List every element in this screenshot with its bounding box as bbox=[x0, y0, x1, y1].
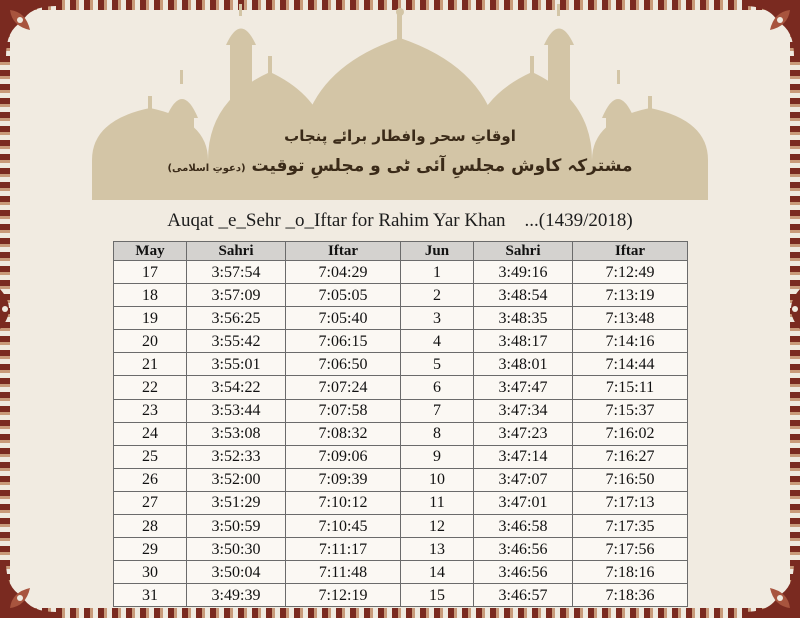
table-row bbox=[114, 261, 688, 284]
corner-ornament-icon bbox=[744, 562, 800, 618]
jun-day-cell: 9 bbox=[401, 445, 474, 468]
header-sahri-may: Sahri bbox=[187, 242, 286, 261]
table-row bbox=[114, 422, 688, 445]
may-iftar-cell: 7:08:32 bbox=[286, 422, 401, 445]
may-day-cell: 28 bbox=[114, 515, 187, 538]
table-row bbox=[114, 307, 688, 330]
jun-day-cell: 14 bbox=[401, 561, 474, 584]
table-header-row bbox=[114, 242, 688, 261]
may-iftar-cell: 7:10:12 bbox=[286, 491, 401, 514]
jun-iftar-cell: 7:18:16 bbox=[573, 561, 688, 584]
may-day-cell: 17 bbox=[114, 261, 187, 284]
urdu-subheading bbox=[0, 155, 800, 176]
jun-day-cell: 6 bbox=[401, 376, 474, 399]
jun-day-cell: 7 bbox=[401, 399, 474, 422]
table-row bbox=[114, 330, 688, 353]
may-iftar-cell: 7:07:24 bbox=[286, 376, 401, 399]
may-day-cell: 29 bbox=[114, 538, 187, 561]
jun-iftar-cell: 7:17:56 bbox=[573, 538, 688, 561]
table-row bbox=[114, 376, 688, 399]
jun-sahri-cell: 3:47:47 bbox=[474, 376, 573, 399]
may-sahri-cell: 3:57:09 bbox=[187, 284, 286, 307]
may-sahri-cell: 3:51:29 bbox=[187, 491, 286, 514]
table-row bbox=[114, 468, 688, 491]
may-day-cell: 23 bbox=[114, 399, 187, 422]
table-row bbox=[114, 491, 688, 514]
may-iftar-cell: 7:05:40 bbox=[286, 307, 401, 330]
may-iftar-cell: 7:11:17 bbox=[286, 538, 401, 561]
jun-sahri-cell: 3:48:01 bbox=[474, 353, 573, 376]
table-row bbox=[114, 584, 688, 607]
jun-iftar-cell: 7:17:13 bbox=[573, 491, 688, 514]
may-iftar-cell: 7:09:06 bbox=[286, 445, 401, 468]
may-iftar-cell: 7:07:58 bbox=[286, 399, 401, 422]
jun-iftar-cell: 7:15:11 bbox=[573, 376, 688, 399]
may-sahri-cell: 3:52:33 bbox=[187, 445, 286, 468]
table-row bbox=[114, 284, 688, 307]
table-row bbox=[114, 445, 688, 468]
may-iftar-cell: 7:06:15 bbox=[286, 330, 401, 353]
may-sahri-cell: 3:50:04 bbox=[187, 561, 286, 584]
jun-day-cell: 11 bbox=[401, 491, 474, 514]
may-iftar-cell: 7:10:45 bbox=[286, 515, 401, 538]
header-sahri-jun: Sahri bbox=[474, 242, 573, 261]
urdu-subheading-text: مشترکہ کاوش مجلسِ آئی ٹی و مجلسِ توقیت bbox=[251, 156, 633, 176]
may-iftar-cell: 7:04:29 bbox=[286, 261, 401, 284]
may-day-cell: 30 bbox=[114, 561, 187, 584]
may-iftar-cell: 7:05:05 bbox=[286, 284, 401, 307]
may-day-cell: 18 bbox=[114, 284, 187, 307]
jun-day-cell: 2 bbox=[401, 284, 474, 307]
jun-iftar-cell: 7:16:02 bbox=[573, 422, 688, 445]
jun-sahri-cell: 3:46:56 bbox=[474, 561, 573, 584]
header-jun: Jun bbox=[401, 242, 474, 261]
jun-iftar-cell: 7:14:44 bbox=[573, 353, 688, 376]
table-row bbox=[114, 353, 688, 376]
may-day-cell: 27 bbox=[114, 491, 187, 514]
may-day-cell: 25 bbox=[114, 445, 187, 468]
urdu-heading: اوقاتِ سحر وافطار برائے پنجاب bbox=[284, 127, 516, 145]
may-sahri-cell: 3:50:59 bbox=[187, 515, 286, 538]
may-day-cell: 19 bbox=[114, 307, 187, 330]
jun-day-cell: 5 bbox=[401, 353, 474, 376]
jun-iftar-cell: 7:12:49 bbox=[573, 261, 688, 284]
may-iftar-cell: 7:12:19 bbox=[286, 584, 401, 607]
side-ornament-icon bbox=[0, 289, 18, 329]
may-day-cell: 31 bbox=[114, 584, 187, 607]
jun-iftar-cell: 7:14:16 bbox=[573, 330, 688, 353]
jun-day-cell: 12 bbox=[401, 515, 474, 538]
corner-ornament-icon bbox=[0, 562, 56, 618]
may-sahri-cell: 3:50:30 bbox=[187, 538, 286, 561]
may-sahri-cell: 3:56:25 bbox=[187, 307, 286, 330]
jun-iftar-cell: 7:16:50 bbox=[573, 468, 688, 491]
may-sahri-cell: 3:55:01 bbox=[187, 353, 286, 376]
may-sahri-cell: 3:49:39 bbox=[187, 584, 286, 607]
may-day-cell: 24 bbox=[114, 422, 187, 445]
jun-day-cell: 3 bbox=[401, 307, 474, 330]
table-row bbox=[114, 538, 688, 561]
jun-day-cell: 8 bbox=[401, 422, 474, 445]
may-day-cell: 26 bbox=[114, 468, 187, 491]
header-iftar-jun: Iftar bbox=[573, 242, 688, 261]
may-iftar-cell: 7:11:48 bbox=[286, 561, 401, 584]
decorative-border-bottom bbox=[0, 608, 800, 618]
jun-iftar-cell: 7:15:37 bbox=[573, 399, 688, 422]
jun-sahri-cell: 3:48:17 bbox=[474, 330, 573, 353]
urdu-organization: (دعوتِ اسلامی) bbox=[167, 163, 246, 174]
may-day-cell: 21 bbox=[114, 353, 187, 376]
may-sahri-cell: 3:53:08 bbox=[187, 422, 286, 445]
page-title: Auqat _e_Sehr _o_Iftar for Rahim Yar Khan ...(1439/2018) bbox=[167, 210, 633, 231]
jun-sahri-cell: 3:48:35 bbox=[474, 307, 573, 330]
may-iftar-cell: 7:09:39 bbox=[286, 468, 401, 491]
may-sahri-cell: 3:53:44 bbox=[187, 399, 286, 422]
jun-day-cell: 15 bbox=[401, 584, 474, 607]
jun-day-cell: 10 bbox=[401, 468, 474, 491]
jun-sahri-cell: 3:49:16 bbox=[474, 261, 573, 284]
may-day-cell: 20 bbox=[114, 330, 187, 353]
may-sahri-cell: 3:52:00 bbox=[187, 468, 286, 491]
jun-iftar-cell: 7:13:48 bbox=[573, 307, 688, 330]
jun-iftar-cell: 7:18:36 bbox=[573, 584, 688, 607]
jun-sahri-cell: 3:46:57 bbox=[474, 584, 573, 607]
side-ornament-icon bbox=[782, 289, 800, 329]
may-sahri-cell: 3:55:42 bbox=[187, 330, 286, 353]
may-sahri-cell: 3:54:22 bbox=[187, 376, 286, 399]
may-day-cell: 22 bbox=[114, 376, 187, 399]
jun-sahri-cell: 3:46:56 bbox=[474, 538, 573, 561]
jun-sahri-cell: 3:47:14 bbox=[474, 445, 573, 468]
table-row bbox=[114, 515, 688, 538]
table-row bbox=[114, 399, 688, 422]
jun-iftar-cell: 7:13:19 bbox=[573, 284, 688, 307]
sehri-iftar-table bbox=[113, 241, 688, 607]
jun-sahri-cell: 3:47:07 bbox=[474, 468, 573, 491]
jun-day-cell: 1 bbox=[401, 261, 474, 284]
jun-sahri-cell: 3:47:23 bbox=[474, 422, 573, 445]
header-iftar-may: Iftar bbox=[286, 242, 401, 261]
may-sahri-cell: 3:57:54 bbox=[187, 261, 286, 284]
header-may: May bbox=[114, 242, 187, 261]
jun-iftar-cell: 7:17:35 bbox=[573, 515, 688, 538]
jun-day-cell: 4 bbox=[401, 330, 474, 353]
table-row bbox=[114, 561, 688, 584]
may-iftar-cell: 7:06:50 bbox=[286, 353, 401, 376]
jun-sahri-cell: 3:46:58 bbox=[474, 515, 573, 538]
jun-sahri-cell: 3:47:01 bbox=[474, 491, 573, 514]
jun-sahri-cell: 3:47:34 bbox=[474, 399, 573, 422]
jun-sahri-cell: 3:48:54 bbox=[474, 284, 573, 307]
jun-iftar-cell: 7:16:27 bbox=[573, 445, 688, 468]
jun-day-cell: 13 bbox=[401, 538, 474, 561]
